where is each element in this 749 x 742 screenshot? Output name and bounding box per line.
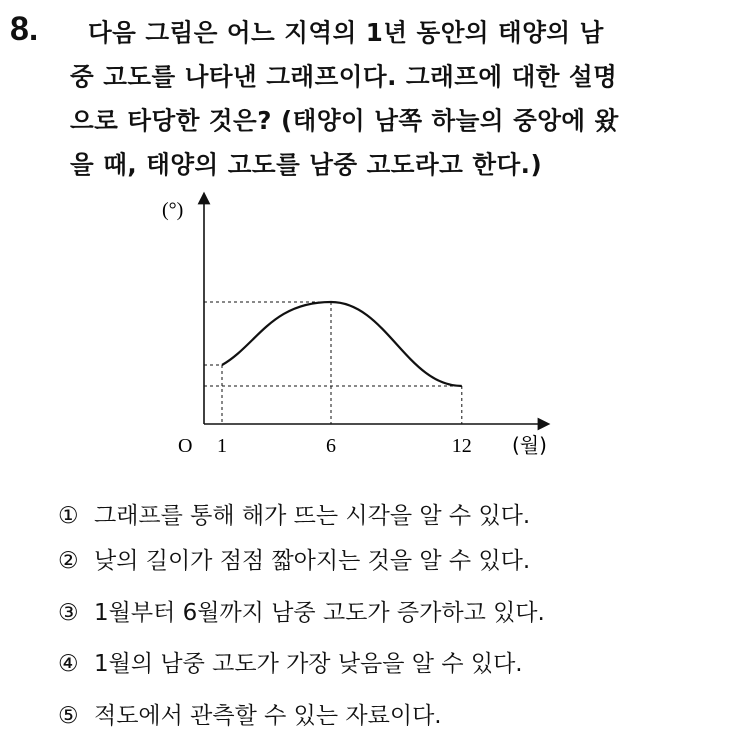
option-3-text: 1월부터 6월까지 남중 고도가 증가하고 있다. bbox=[94, 600, 545, 626]
option-4[interactable] bbox=[58, 645, 523, 678]
option-5-mark: ⑤ bbox=[58, 703, 79, 729]
y-axis-label: (°) bbox=[162, 199, 184, 221]
x-tick-label: 12 bbox=[451, 435, 472, 457]
option-2[interactable] bbox=[58, 542, 530, 575]
option-1-mark: ① bbox=[58, 503, 79, 529]
question-line-3: 으로 타당한 것은? (태양이 남쪽 하늘의 중앙에 왔 bbox=[70, 106, 619, 135]
question-line-2: 중 고도를 나타낸 그래프이다. 그래프에 대한 설명 bbox=[70, 62, 618, 91]
question-line-1: 다음 그림은 어느 지역의 1년 동안의 태양의 남 bbox=[88, 18, 604, 47]
option-5-text: 적도에서 관측할 수 있는 자료이다. bbox=[94, 703, 442, 729]
option-2-mark: ② bbox=[58, 548, 79, 574]
option-2-text: 낮의 길이가 점점 짧아지는 것을 알 수 있다. bbox=[94, 548, 531, 574]
option-4-mark: ④ bbox=[58, 651, 79, 677]
altitude-chart bbox=[160, 188, 580, 468]
question-number: 8. bbox=[10, 10, 39, 48]
option-1[interactable] bbox=[58, 497, 530, 530]
altitude-curve bbox=[222, 302, 462, 386]
x-axis-label: (월) bbox=[512, 433, 547, 457]
option-5[interactable] bbox=[58, 697, 442, 730]
option-3-mark: ③ bbox=[58, 600, 79, 626]
x-tick-labels bbox=[217, 435, 472, 457]
option-3[interactable] bbox=[58, 594, 545, 627]
option-4-text: 1월의 남중 고도가 가장 낮음을 알 수 있다. bbox=[94, 651, 523, 677]
option-1-text: 그래프를 통해 해가 뜨는 시각을 알 수 있다. bbox=[94, 503, 531, 529]
origin-label: O bbox=[178, 435, 193, 457]
x-tick-label: 6 bbox=[326, 435, 336, 457]
dashed-guides bbox=[204, 302, 462, 424]
x-tick-label: 1 bbox=[217, 435, 227, 457]
question-line-4: 을 때, 태양의 고도를 남중 고도라고 한다.) bbox=[70, 150, 543, 179]
